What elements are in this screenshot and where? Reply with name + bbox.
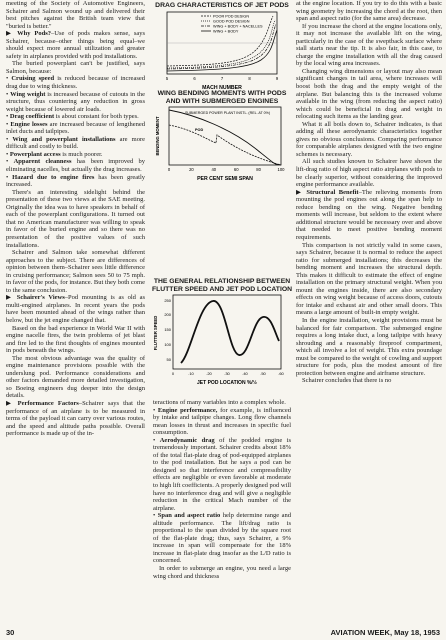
tick-label: 6 (193, 75, 196, 81)
paragraph: ▶ Structural Benefit–The relieving moments from mounting the pod engines out along the span help to reduce bending on the wing. Negative bending moments will increase, but seldom to the extent where additional structure would be necessary over and above that needed to meet positive bending moment requirements. (296, 188, 442, 241)
paragraph: at the engine location. If you try to do this with a basic wing geometry by increasing the chord at the root, then span and aspect ratio (for the same area) decrease. (296, 0, 442, 23)
legend-label: WING + BODY (213, 29, 239, 34)
paragraph: In the engine installation, weight provisions must be balanced for fair comparison. The submerged engine requires a long intake duct, a long tailpipe with heavy shrouding and a reasonably fireproof compartment, which all involve a lot of weight. This extra poundage must be compared to the weight of cowling and support structure for pods, plus the modest amount of fire protection between engine and airframe structure. (296, 316, 442, 377)
axis-label: JET POD LOCATION %/½ (197, 380, 257, 387)
paragraph: ▶ Why Pods?–Use of pods makes sense, says Schairer, because–other things being equal–we should expect more annual utilization and greater safety in airplanes provided with pod installations. (6, 30, 146, 60)
figure-title: THE GENERAL RELATIONSHIP BETWEEN FLUTTER SPEED AND JET POD LOCATION (151, 278, 293, 293)
paragraph: The most obvious advantage was the quality of engine maintenance provisions possible with the underslung pod. Performance considerations and other factors demanded more detailed investigation, so Boeing engineers dug deeper into the design details. (6, 354, 145, 400)
tick-label: .30 (224, 371, 230, 377)
tick-label: 0 (167, 167, 171, 173)
tick-label: 8 (248, 75, 251, 81)
figure-title: DRAG CHARACTERISTICS OF JET PODS (155, 2, 289, 9)
figure-wing-bending (151, 90, 293, 194)
bullet: • Apparent cleanness has been improved by eliminating nacelles, but actually the drag increases. (6, 158, 145, 174)
paragraph: All such studies known to Schairer have shown the lift-drag ratio of high aspect ratio airplanes with pods to be clearly superior, without considering the improved engine performance available. (296, 158, 442, 189)
axis-label: FLUTTER SPEED (153, 315, 158, 351)
curve-label: POD (195, 128, 204, 133)
tick-label: 5 (165, 75, 169, 81)
paragraph: This comparison is not strictly valid in some cases, says Schairer, because it is normal to reduce the aspect ratio for submerged installations; this decreases the bending moment and increases the structural depth. This makes it difficult to estimate the effect of engine installation on the primary structural weight. When you mount the engines inside, there are also secondary effects on wing weight because of access doors, cutouts for intake and exhaust air and other small doors. This means a large amount of built-in empty weight. (296, 241, 442, 317)
paragraph: There's an interesting sidelight behind the presentation of these two views at the SAE meeting. Originally the idea was to have speakers in behalf of each of the powerplant configurations. It turned out that no American manufacturer was willing to speak in favor of the buried engine and so there was no presentation of the positive values of such installations. (6, 188, 145, 249)
paragraph: ▶ Schairer's Views–Pod mounting is as old as multi-engined airplanes. In recent years the pods have been mounted ahead of the wings rather than below, but the jet engine changed that. (6, 294, 145, 324)
tick-label: 20 (189, 167, 194, 173)
axis-label: MACH NUMBER (202, 84, 242, 91)
magazine-footer: AVIATION WEEK, May 18, 1953 (330, 628, 440, 637)
paragraph: Based on the bad experience in World War II with engine nacelle fires, the twin problems of jet blast and fire led to the first thoughts of engines mounted in pods beneath the wings. (6, 324, 145, 355)
paragraph: Changing wing dimensions or layout may also mean significant changes in tail area, where increases will boost both the drag and the empty weight of the airplane. But balancing this is the increased volume available in the wing (from reducing the aspect ratio) which could be beneficial in drag and weight in relocating such items as the landing gear. (296, 67, 442, 121)
tick-label: 7 (220, 75, 224, 81)
bullet: • Powerplant access is much poorer. (6, 150, 103, 158)
page-number: 30 (6, 628, 15, 637)
tick-label: 40 (211, 167, 217, 173)
tick-label: 250 (164, 298, 171, 304)
tick-label: 9 (275, 75, 279, 81)
paragraph: Schairer concludes that there is no (302, 377, 392, 385)
tick-label: 150 (164, 327, 171, 333)
flutter-chart (151, 293, 293, 389)
tick-label: .10 (188, 371, 194, 377)
flutter-curve (181, 301, 279, 363)
legend-label: WING + BODY + NACELLES (213, 24, 263, 29)
bullet: • Cruising speed is reduced because of increased drag due to wing thickness. (6, 75, 145, 91)
figure-drag-characteristics (151, 2, 293, 99)
legend-label: GOOD POD DESIGN (213, 19, 250, 24)
column-2 (153, 399, 291, 580)
drag-chart (151, 10, 293, 94)
curve-submerged (169, 110, 281, 165)
tick-label: 100 (277, 167, 285, 173)
paragraph: If you increase the chord at the engine locations only, it may not increase the available lift on the wing, particularly in the case of the sweptback surface where stall starts near the tip. It is also fair, in this case, to charge the engine installation with all the drag caused by the local wing area increases. (296, 22, 442, 68)
subhead: Why Pods? (17, 30, 52, 38)
paragraph: The buried powerplant can't be justified, says Salmon, because: (6, 60, 145, 75)
bullet: • Hazard due to engine fires has been greatly increased. (6, 173, 145, 189)
bullet: • Span and aspect ratio help determine range and altitude performance. The lift/drag ratio is proportional to the span divided by the square root of the flat-plate drag; thus, says Schairer, a 9% increase in span will compensate for the 18% increase in flat-plate drag insofar as the L/D ratio is concerned. (153, 512, 292, 565)
tick-label: .50 (260, 371, 266, 377)
tick-label: .40 (242, 371, 248, 377)
paragraph: What it all boils down to, Schairer indicates, is that adding all these aerodynamic characteristics together gives no obvious conclusions. Comparing performance for comparable airplanes designed with the two engine schemes is necessary. (296, 120, 442, 158)
axis-label: BENDING MOMENT (155, 116, 160, 156)
paragraph: Schairer and Salmon take somewhat different approaches to the subject. There are differences of opinion between them–Schairer sees little difference in cruising performance; Salmon sees 50 to 75 mph. in favor of the pods, for instance. But they both come to the same conclusion. (6, 249, 145, 294)
tick-label: 100 (164, 342, 171, 348)
figure-flutter-speed (151, 278, 293, 394)
tick-label: 200 (164, 312, 171, 318)
paragraph: In order to submerge an engine, you need a large wing chord and thickness (153, 565, 291, 580)
bullet: • Engine losses are increased because of lengthened inlet ducts and tailpipes. (6, 120, 145, 136)
paragraph: teractions of many variables into a complex whole. (153, 399, 286, 406)
paragraph: ▶ Performance Factors–Schairer says that the performance of an airplane is to be measured in terms of the payload it can carry over various routes, and the speed and altitude paths possible. Overall performance is made up of the in- (6, 399, 145, 438)
curve-wing-body (167, 30, 277, 71)
curve-pod (169, 125, 281, 165)
tick-label: 80 (256, 167, 261, 173)
bullet: • Wing and powerplant installations are more difficult and costly to build. (6, 135, 146, 151)
axis-label: PER CENT SEMI SPAN (197, 176, 253, 183)
tick-label: 50 (166, 357, 171, 363)
tick-label: 60 (233, 167, 239, 173)
bullet: • Wing weight is increased because of cutouts in the structure, thus countering any reduction in gross weight because of lowered air loads. (6, 90, 146, 113)
bullet: • Engine performance, for example, is influenced by intake and tailpipe changes. Long flow channels mean losses in thrust and increases in specific fuel consumption. (153, 406, 291, 437)
paragraph: meeting of the Society of Automotive Engineers, Schairer and Salmon wound up and delivered their best pitches against the British team view that "buried is better." (6, 0, 145, 30)
column-1 (6, 0, 145, 438)
bullet: • Aerodynamic drag of the podded engine is tremendously important. Schairer credits about 18% of the total flat-plate drag of pod-equipped airplanes to the pod installation. But he says a pod can be designed so that interference and compressibility effects are negligible or even favorable at moderate to high lift coefficients. A properly designed pod will have no interference drag and will give a negligible reduction in the critical Mach number of the airplane. (153, 436, 292, 512)
bullet: • Drag coefficient is about constant for both types. (6, 113, 139, 121)
figure-title: WING BENDING MOMENTS WITH PODS AND WITH SUBMERGED ENGINES (157, 90, 287, 105)
curve-label: SUBMERGED POWER PLANT INSTL. (REL. AT 0%) (185, 111, 271, 116)
chart-legend (201, 14, 263, 33)
legend-label: POOR POD DESIGN (213, 14, 250, 19)
column-3 (296, 0, 442, 385)
bending-chart (151, 105, 293, 189)
tick-label: .60 (278, 371, 284, 377)
tick-label: .20 (206, 371, 212, 377)
tick-label: 0 (171, 371, 175, 377)
